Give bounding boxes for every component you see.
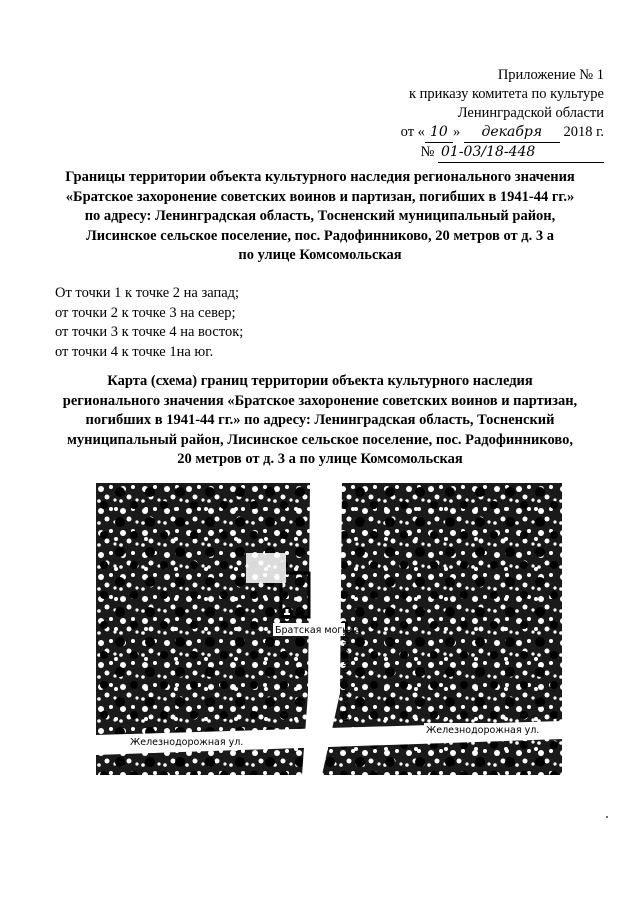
clearing [246,553,286,583]
map-heading-line: 20 метров от д. 3 а по улице Комсомольская [177,451,463,467]
heading-line: по улице Комсомольская [238,247,402,263]
map-heading [40,372,600,470]
boundary-points-list [55,284,243,362]
poi-marker-icon [281,607,293,619]
map-svg [96,483,562,775]
appendix-block [401,66,604,163]
appendix-region: Ленинградской области [457,105,604,121]
appendix-date [401,123,604,143]
heading-line: по адресу: Ленинградская область, Тосненский муниципальный район, [84,208,556,224]
street-label-left: Железнодорожная ул. [130,737,244,748]
map-heading-line: Карта (схема) границ территории объекта культурного наследия [107,373,533,389]
appendix-number [401,143,604,163]
boundary-point-item: От точки 1 к точке 2 на запад; [55,285,240,301]
map-heading-line: регионального значения «Братское захоронение советских воинов и партизан, [62,392,578,409]
boundary-point-item: от точки 2 к точке 3 на север; [55,304,236,321]
number-prefix: № [420,144,435,160]
map-heading-line: муниципальный район, Лисинское сельское поселение, пос. Радофинниково, [67,431,573,448]
date-year: 2018 г. [563,124,604,140]
street-label-right: Железнодорожная ул. [426,725,540,736]
boundary-heading [40,168,600,266]
heading-line: «Братское захоронение советских воинов и партизан, погибших в 1941-44 гг.» [65,188,575,205]
appendix-title: Приложение № 1 [497,67,604,83]
appendix-order-ref: к приказу комитета по культуре [408,86,604,102]
street-label-vertical: Комсомольская ул. [340,629,351,725]
boundary-point-item: от точки 3 к точке 4 на восток; [55,324,244,340]
handwritten-day: 10 [425,123,453,143]
map-heading-line: погибших в 1941-44 гг.» по адресу: Ленинградская область, Тосненский [85,412,555,428]
poi-label: Братская могила [275,625,361,636]
heading-line: Границы территории объекта культурного наследия регионального значения [65,169,575,185]
date-prefix: от « [400,124,425,140]
satellite-map [96,483,562,775]
heading-line: Лисинское сельское поселение, пос. Радофинниково, 20 метров от д. 3 а [86,227,554,244]
handwritten-month: декабря [464,123,560,143]
handwritten-number: 01-03/18-448 [438,143,604,163]
boundary-point-item: от точки 4 к точке 1на юг. [55,343,214,360]
date-mid: » [452,124,461,140]
page-speck [606,816,608,818]
